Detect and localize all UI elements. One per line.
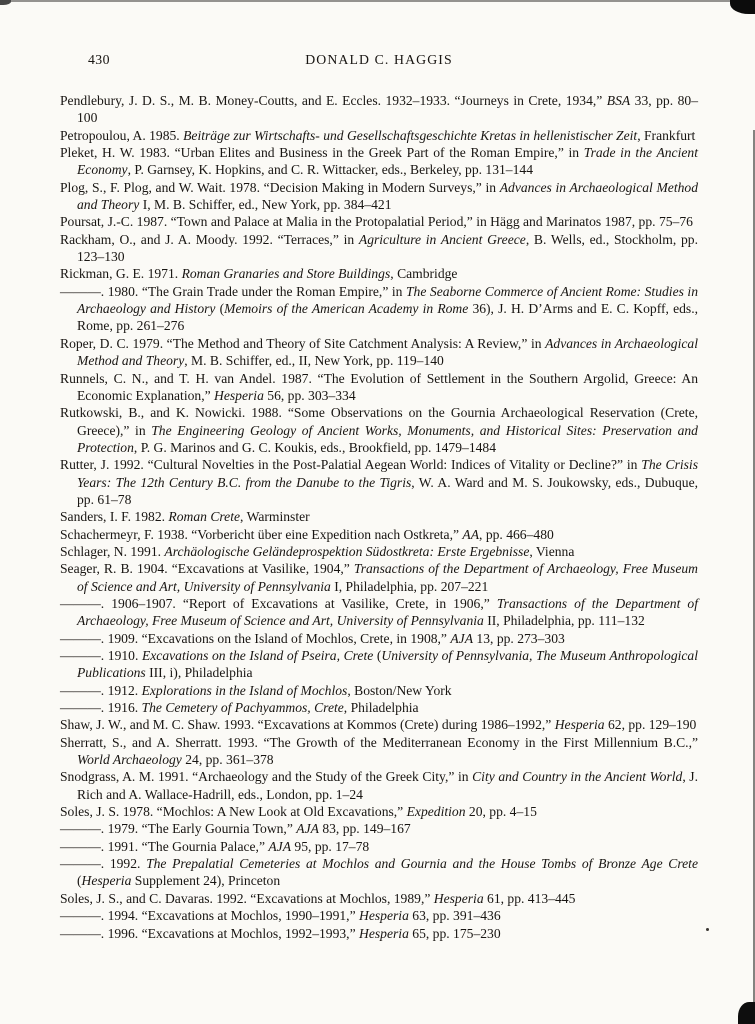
entry-text: ( [215,301,225,317]
bibliography-entry [60,404,698,456]
entry-text: ———. 1980. “The Grain Trade under the Roman Empire,” in [60,283,406,299]
entry-text: , W. A. Ward and M. S. Joukowsky, eds., Dubuque, pp. 61–78 [77,474,699,507]
entry-text: ———. 1910. [60,648,142,663]
bibliography-entry [60,682,698,699]
entry-text: Supplement 24), Princeton [131,873,281,889]
bibliography-entry [60,508,698,525]
entry-text: , J. Rich and A. Wallace-Hadrill, eds., London, pp. 1–24 [77,769,698,802]
entry-text: ———. 1906–1907. “Report of Excavations at Vasilike, Crete, in 1906,” [60,595,497,611]
bibliography-list [60,92,698,942]
bibliography-entry [60,370,698,405]
running-header: DONALD C. HAGGIS [305,52,453,67]
scan-artifact-top-edge [11,0,730,2]
bibliography-entry [60,734,698,769]
entry-text: Schachermeyr, F. 1938. “Vorbericht über eine Expedition nach Ostkreta,” [60,526,463,542]
bibliography-entry [60,699,698,716]
entry-title-italic: The Cemetery of Pachyammos, Crete [141,700,344,716]
bibliography-entry [60,144,698,179]
entry-text: ———. 1996. “Excavations at Mochlos, 1992–1993,” [60,925,360,941]
bibliography-entry [60,213,698,230]
entry-title-italic: The Seaborne Commerce of Ancient Rome: Studies in Archaeology and History [77,283,698,317]
entry-text: Soles, J. S., and C. Davaras. 1992. “Excavations at Mochlos, 1989,” [60,890,434,906]
entry-title-italic: Hesperia [433,890,484,906]
entry-text: Sherratt, S., and A. Sherratt. 1993. “The Growth of the Mediterranean Economy in the First Millennium B.C.,” [60,734,698,750]
entry-title-italic: Hesperia [214,387,264,403]
entry-text: ( [77,873,82,889]
bibliography-entry [60,335,698,370]
entry-text: 13, pp. 273–303 [473,630,565,646]
entry-title-italic: Roman Crete [168,509,241,525]
bibliography-entry [60,92,698,127]
entry-text: ———. 1912. [60,682,142,698]
entry-title-italic: AJA [450,630,474,646]
bibliography-entry [60,283,698,335]
entry-text: ———. 1991. “The Gournia Palace,” [60,838,269,854]
entry-text: I, Philadelphia, pp. 207–221 [330,578,489,594]
entry-title-italic: Memoirs of the American Academy in Rome [224,301,469,317]
entry-text: ———. 1916. [60,700,142,716]
entry-text: Pleket, H. W. 1983. “Urban Elites and Business in the Greek Part of the Roman Empire,” in [60,145,584,161]
entry-title-italic: Hesperia [81,873,132,889]
bibliography-entry [60,456,698,508]
entry-text: 56, pp. 303–334 [263,387,356,403]
entry-text: , Cambridge [390,266,458,282]
entry-title-italic: AJA [296,821,319,837]
entry-text: Roper, D. C. 1979. “The Method and Theory of Site Catchment Analysis: A Review,” in [60,335,546,351]
entry-text: Petropoulou, A. 1985. [60,127,184,143]
entry-title-italic: The Engineering Geology of Ancient Works, Monuments, and Historical Sites: Preservation and Protection [77,422,698,455]
entry-title-italic: The Prepalatial Cemeteries at Mochlos and Gournia and the House Tombs of Bronze Age Crete [146,856,698,872]
bibliography-entry [60,231,698,266]
bibliography-entry [60,768,698,803]
entry-text: 61, pp. 413–445 [483,890,576,906]
entry-text: 36), J. H. D’Arms and E. C. Kopff, eds., Rome, pp. 261–276 [77,301,698,334]
entry-title-italic: AJA [268,838,292,854]
bibliography-entry [60,543,698,560]
entry-text: ———. 1992. [60,856,147,872]
entry-text: , B. Wells, ed., Stockholm, pp. 123–130 [77,231,698,265]
page-number: 430 [88,52,110,67]
bibliography-entry [60,127,698,144]
bibliography-entry [60,265,698,282]
bibliography-entry [60,890,698,907]
entry-title-italic: Agriculture in Ancient Greece [358,231,526,247]
page-header [60,52,698,69]
bibliography-entry [60,526,698,543]
entry-text: ———. 1994. “Excavations at Mochlos, 1990–1991,” [60,908,360,924]
entry-text: Runnels, C. N., and T. H. van Andel. 1987. “The Evolution of Settlement in the Southern Argolid, Greece: An Economic Explanation,” [60,370,698,403]
bibliography-entry [60,647,698,682]
entry-text: III, i), Philadelphia [145,665,253,681]
entry-text: Seager, R. B. 1904. “Excavations at Vasilike, 1904,” [60,561,354,577]
entry-text: Pendlebury, J. D. S., M. B. Money-Coutts, and E. Eccles. 1932–1933. “Journeys in Crete, 1934,” [60,93,607,108]
entry-text: Soles, J. S. 1978. “Mochlos: A New Look at Old Excavations,” [60,804,407,820]
entry-text: Snodgrass, A. M. 1991. “Archaeology and the Study of the Greek City,” in [60,769,473,785]
entry-text: , pp. 466–480 [479,526,554,542]
entry-text: , P. G. Marinos and G. C. Koukis, eds., Brookfield, pp. 1479–1484 [133,439,497,455]
bibliography-entry [60,179,698,214]
entry-text: ———. 1979. “The Early Gournia Town,” [60,821,297,837]
bibliography-entry [60,925,698,942]
bibliography-entry [60,560,698,595]
bibliography-entry [60,855,698,890]
entry-text: 20, pp. 4–15 [465,804,537,820]
entry-text: , Frankfurt [637,127,696,143]
entry-text: Rutkowski, B., and K. Nowicki. 1988. “Some Observations on the Gournia Archaeological Reservation (Crete, Greece),” in [60,405,698,438]
entry-title-italic: Advances in Archaeological Method and Theory [77,179,698,213]
entry-title-italic: Excavations on the Island of Pseira, Crete [141,648,374,663]
bibliography-entry [60,630,698,647]
entry-text: 33, pp. 80–100 [77,93,698,126]
entry-title-italic: Archäologische Geländeprospektion Südostkreta: Erste Ergebnisse [164,543,530,559]
entry-text: , Vienna [529,543,575,559]
entry-title-italic: Trade in the Ancient Economy [77,145,698,178]
entry-text: 24, pp. 361–378 [181,752,274,768]
entry-title-italic: Hesperia [359,908,409,924]
entry-text: ———. 1909. “Excavations on the Island of Mochlos, Crete, in 1908,” [60,630,451,646]
entry-text: , M. B. Schiffer, ed., II, New York, pp. 119–140 [184,353,444,369]
entry-text: II, Philadelphia, pp. 111–132 [483,613,645,629]
entry-text: 63, pp. 391–436 [408,908,501,924]
scan-artifact-top-right [730,0,755,14]
entry-title-italic: Roman Granaries and Store Buildings [181,266,391,282]
entry-title-italic: Explorations in the Island of Mochlos [141,682,348,698]
entry-title-italic: Beiträge zur Wirtschafts- und Gesellschaftsgeschichte Kretas in hellenistischer Zeit [183,127,638,143]
entry-text: Schlager, N. 1991. [60,543,165,559]
bibliography-entry [60,838,698,855]
entry-text: Sanders, I. F. 1982. [60,509,169,525]
entry-text: Plog, S., F. Plog, and W. Wait. 1978. “Decision Making in Modern Surveys,” in [60,179,500,195]
entry-title-italic: Expedition [406,804,466,820]
entry-text: Shaw, J. W., and M. C. Shaw. 1993. “Excavations at Kommos (Crete) during 1986–1992,” [60,717,555,733]
bibliography-entry [60,595,698,630]
entry-title-italic: City and Country in the Ancient World [472,769,683,785]
bibliography-entry [60,907,698,924]
entry-text: , Warminster [240,509,310,525]
entry-text: 95, pp. 17–78 [291,838,370,854]
entry-text: 83, pp. 149–167 [318,821,411,837]
entry-title-italic: World Archaeology [77,752,182,768]
entry-title-italic: University of Pennsylvania, The Museum Anthropological Publications [77,648,698,681]
entry-title-italic: BSA [606,93,631,108]
entry-text: Rackham, O., and J. A. Moody. 1992. “Terraces,” in [60,231,359,247]
entry-text: I, M. B. Schiffer, ed., New York, pp. 384–421 [139,197,392,213]
entry-title-italic: Transactions of the Department of Archaeology, Free Museum of Science and Art, University of Pennsylvania [77,561,698,594]
entry-text: , Philadelphia [343,700,419,716]
entry-title-italic: Advances in Archaeological Method and Theory [77,335,698,369]
bibliography-entry [60,820,698,837]
entry-text: Rutter, J. 1992. “Cultural Novelties in the Post-Palatial Aegean World: Indices of Vitality or Decline?” in [60,457,642,473]
entry-text: ( [373,648,382,663]
scan-artifact-bottom-right [738,1002,755,1024]
entry-text: 65, pp. 175–230 [408,925,501,941]
entry-title-italic: AA [462,526,480,542]
entry-text: , Boston/New York [347,682,452,698]
entry-title-italic: The Crisis Years: The 12th Century B.C. from the Danube to the Tigris [77,457,698,490]
bibliography-entry [60,803,698,820]
scan-artifact-top-left [0,0,11,5]
entry-text: , P. Garnsey, K. Hopkins, and C. R. Wittacker, eds., Berkeley, pp. 131–144 [127,162,533,178]
entry-text: Poursat, J.-C. 1987. “Town and Palace at Malia in the Protopalatial Period,” in Hägg and Marinatos 1987, pp. 75–76 [60,214,693,230]
scanned-page [60,52,698,942]
bibliography-entry [60,716,698,733]
entry-text: Rickman, G. E. 1971. [60,266,182,282]
entry-title-italic: Hesperia [359,925,409,941]
entry-title-italic: Transactions of the Department of Archaeology, Free Museum of Science and Art, University of Pennsylvania [77,595,698,629]
scan-artifact-speck [706,928,709,931]
entry-text: 62, pp. 129–190 [604,717,697,733]
entry-title-italic: Hesperia [554,717,605,733]
